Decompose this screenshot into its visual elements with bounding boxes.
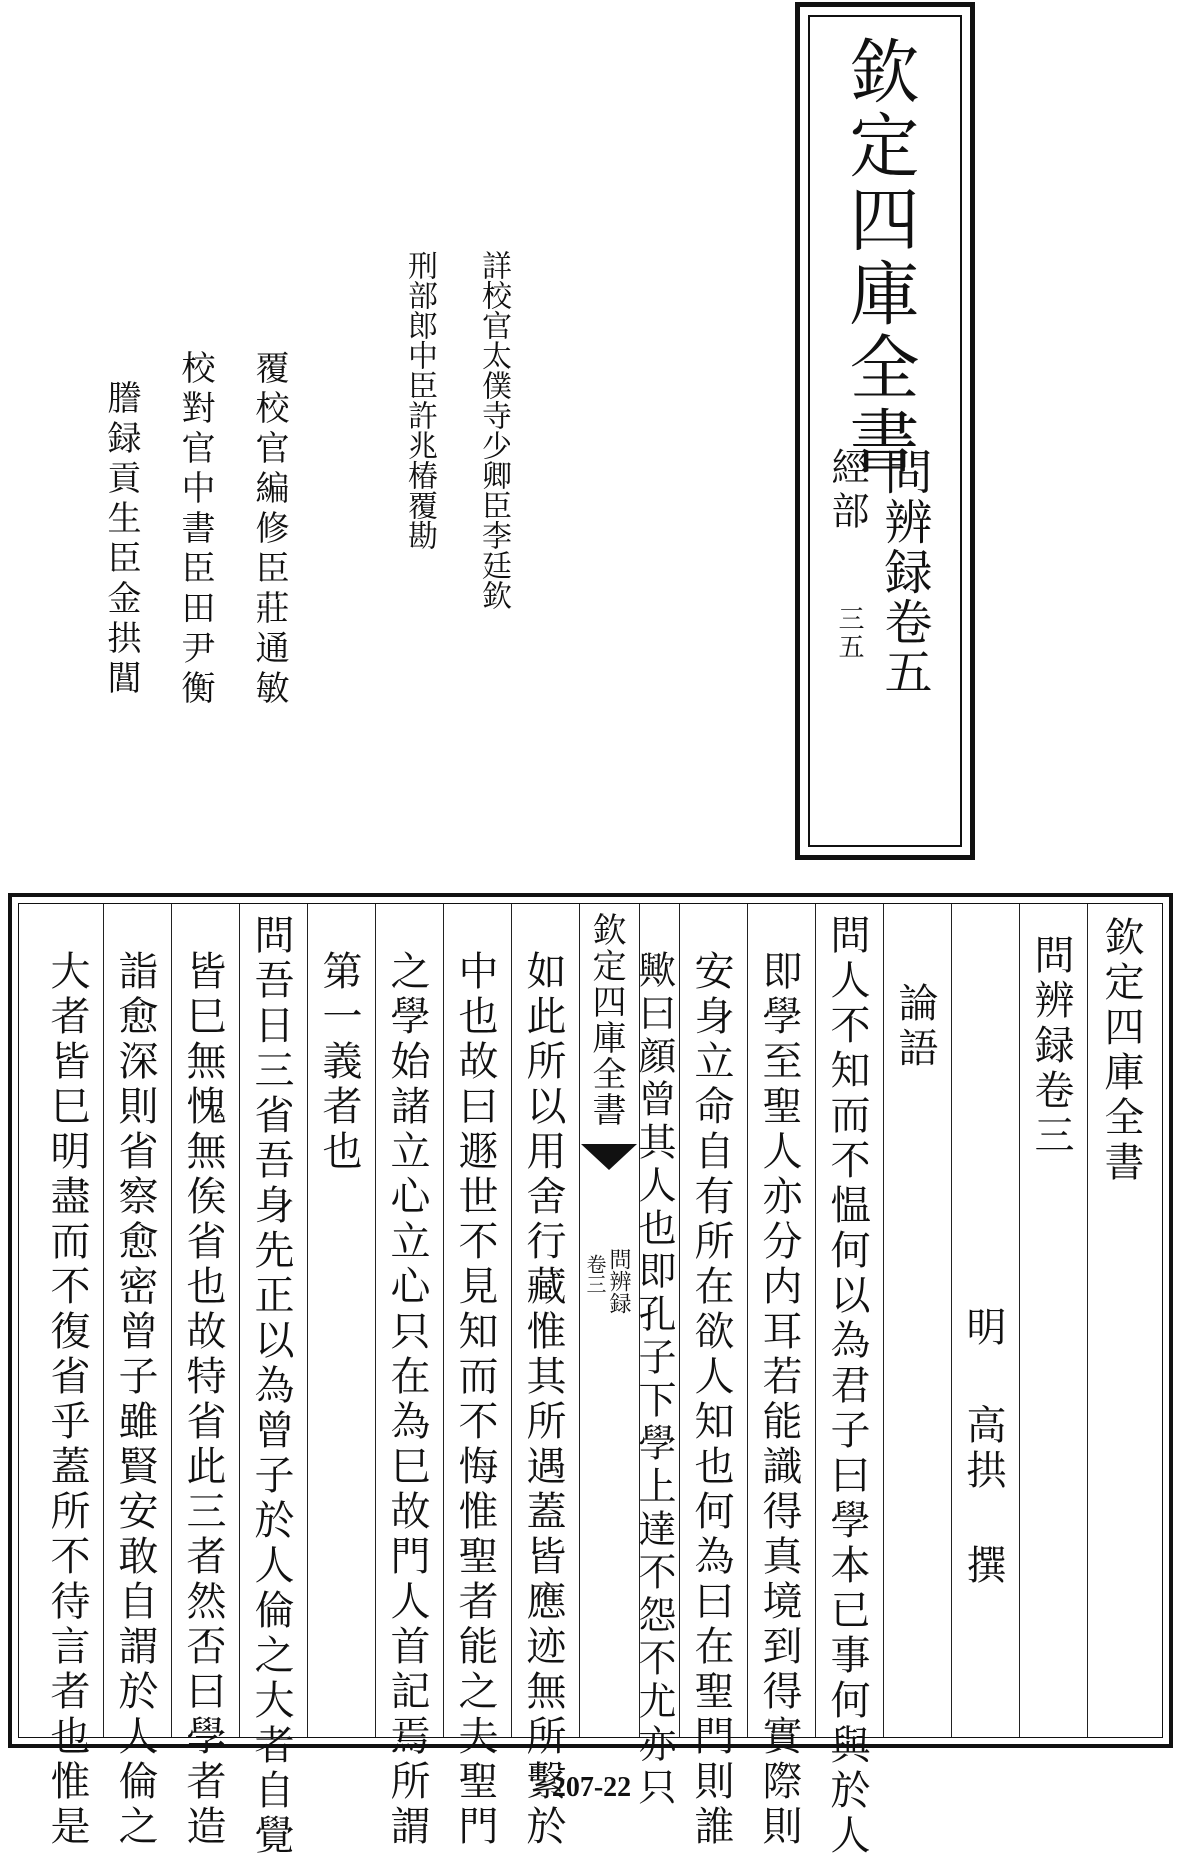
author-role: 撰 — [960, 1544, 1006, 1589]
text-column: 歟曰顔曾其人也即孔子下學上達不怨不尤亦只 — [632, 950, 676, 1810]
column-rule — [103, 904, 104, 1737]
column-rule — [951, 904, 952, 1737]
text-column: 如此所以用舍行藏惟其所遇蓋皆應迹無所繫於 — [520, 950, 566, 1850]
column-rule — [443, 904, 444, 1737]
text-column: 即學至聖人亦分内耳若能識得真境到得實際則 — [756, 950, 802, 1850]
title-slip-section: 經部 — [825, 447, 869, 535]
text-column: 詣愈深則省察愈密曾子雖賢安敢自謂於人倫之 — [112, 950, 158, 1850]
text-column: 安身立命自有所在欲人知也何為曰在聖門則誰 — [688, 950, 734, 1850]
center-strip-book: 問辨録 — [606, 1248, 631, 1314]
center-strip-rule — [579, 904, 580, 1737]
credit-line: 校對官中書臣田尹衡 — [175, 350, 215, 710]
fish-tail-mark — [581, 1144, 637, 1170]
title-slip-volume-note: 三五 — [834, 605, 864, 661]
column-rule — [1019, 904, 1020, 1737]
text-column: 問人不知而不愠何以為君子曰學本已事何與於人 — [824, 914, 870, 1859]
column-rule — [511, 904, 512, 1737]
column-rule — [679, 904, 680, 1737]
credit-line: 詳校官太僕寺少卿臣李廷欽 — [476, 250, 511, 610]
column-rule — [815, 904, 816, 1737]
title-slip-book-title: 問辨録卷五 — [876, 447, 932, 697]
text-column: 中也故曰遯世不見知而不悔惟聖者能之夫聖門 — [452, 950, 498, 1850]
column-rule — [747, 904, 748, 1737]
column-rule — [375, 904, 376, 1737]
page-header-title: 欽定四庫全書 — [1098, 916, 1144, 1186]
page-number: 207-22 — [551, 1772, 632, 1803]
column-rule — [307, 904, 308, 1737]
text-column: 之學始諸立心立心只在為巳故門人首記焉所謂 — [384, 950, 430, 1850]
author-dynasty: 明 — [960, 1306, 1006, 1351]
credit-line: 覆校官編修臣莊通敏 — [249, 350, 289, 710]
text-column: 第一義者也 — [316, 950, 362, 1175]
column-rule — [883, 904, 884, 1737]
text-column: 大者皆巳明盡而不復省乎蓋所不待言者也惟是 — [44, 950, 90, 1850]
center-strip-volume: 卷三 — [583, 1254, 607, 1294]
title-slip-main-title: 欽定四庫全書 — [838, 35, 920, 479]
page-book-title: 問辨録卷三 — [1028, 934, 1074, 1159]
column-rule — [1087, 904, 1088, 1737]
column-rule — [171, 904, 172, 1737]
section-heading: 論語 — [892, 982, 938, 1072]
credit-line: 謄録貢生臣金拱閶 — [101, 380, 141, 700]
title-slip — [795, 2, 975, 860]
text-column: 皆巳無愧無俟省也故特省此三者然否曰學者造 — [180, 950, 226, 1850]
credit-line: 刑部郎中臣許兆椿覆勘 — [402, 250, 437, 550]
center-strip-title: 欽定四庫全書 — [586, 912, 626, 1128]
text-column: 問吾日三省吾身先正以為曾子於人倫之大者自覺 — [248, 914, 294, 1859]
author-name: 高拱 — [960, 1404, 1006, 1494]
column-rule — [239, 904, 240, 1737]
